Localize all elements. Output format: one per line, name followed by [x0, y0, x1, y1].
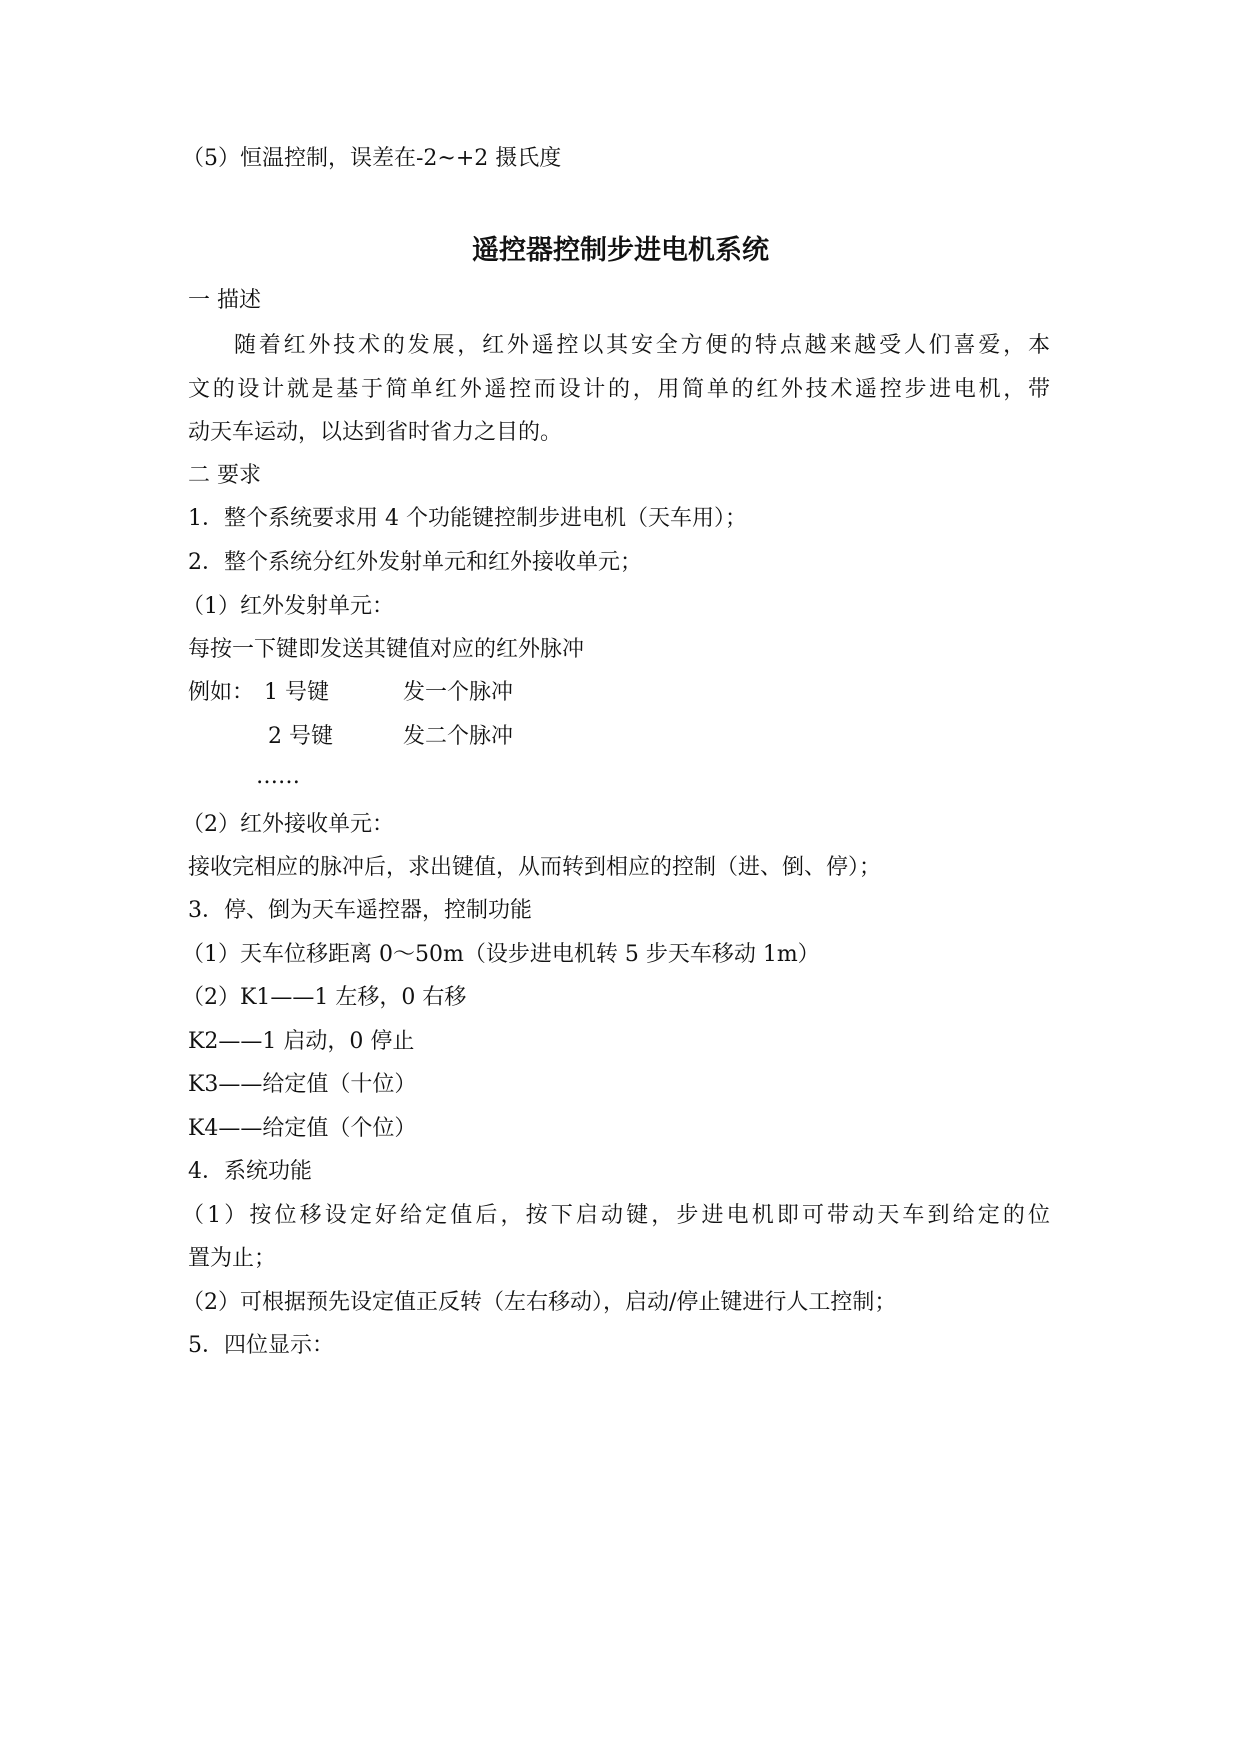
example-ellipsis: …… [256, 764, 300, 789]
key-k4-description: K4——给定值（个位） [188, 1116, 417, 1141]
requirement-item-1: 1．整个系统要求用 4 个功能键控制步进电机（天车用）； [188, 506, 747, 531]
description-line-2: 文的设计就是基于简单红外遥控而设计的，用简单的红外技术遥控步进电机，带 [188, 377, 1050, 402]
document-title: 遥控器控制步进电机系统 [472, 235, 769, 266]
example-action-1: 发一个脉冲 [403, 680, 514, 705]
requirement-item-5: 5．四位显示： [188, 1333, 334, 1358]
requirement-item-4-1-line-2: 置为止； [188, 1246, 277, 1271]
example-action-2: 发二个脉冲 [403, 724, 514, 749]
requirement-item-4: 4．系统功能 [188, 1159, 312, 1184]
intro-line: （5）恒温控制，误差在-2~+2 摄氏度 [182, 146, 562, 171]
transmitter-description: 每按一下键即发送其键值对应的红外脉冲 [188, 637, 585, 662]
key-k3-description: K3——给定值（十位） [188, 1072, 417, 1097]
example-prefix: 例如： [188, 680, 255, 705]
requirement-item-3: 3．停、倒为天车遥控器，控制功能 [188, 898, 532, 923]
example-key-2: 2 号键 [268, 724, 333, 749]
requirement-item-4-1-line-1: （1）按位移设定好给定值后，按下启动键，步进电机即可带动天车到给定的位 [182, 1203, 1050, 1228]
requirement-item-2: 2．整个系统分红外发射单元和红外接收单元； [188, 550, 642, 575]
receiver-heading: （2）红外接收单元： [182, 812, 394, 837]
transmitter-heading: （1）红外发射单元： [182, 594, 394, 619]
key-k2-description: K2——1 启动，0 停止 [188, 1029, 415, 1054]
section-heading-requirements: 二 要求 [188, 463, 261, 488]
description-line-1: 随着红外技术的发展，红外遥控以其安全方便的特点越来越受人们喜爱，本 [234, 333, 1050, 358]
description-line-3: 动天车运动，以达到省时省力之目的。 [188, 420, 563, 445]
section-heading-description: 一 描述 [188, 288, 261, 313]
requirement-item-3-1: （1）天车位移距离 0～50m（设步进电机转 5 步天车移动 1m） [182, 942, 820, 967]
receiver-description: 接收完相应的脉冲后，求出键值，从而转到相应的控制（进、倒、停）； [188, 855, 882, 880]
example-key-1: 1 号键 [264, 680, 329, 705]
requirement-item-3-2: （2）K1——1 左移，0 右移 [182, 985, 467, 1010]
requirement-item-4-2: （2）可根据预先设定值正反转（左右移动），启动/停止键进行人工控制； [182, 1290, 897, 1315]
